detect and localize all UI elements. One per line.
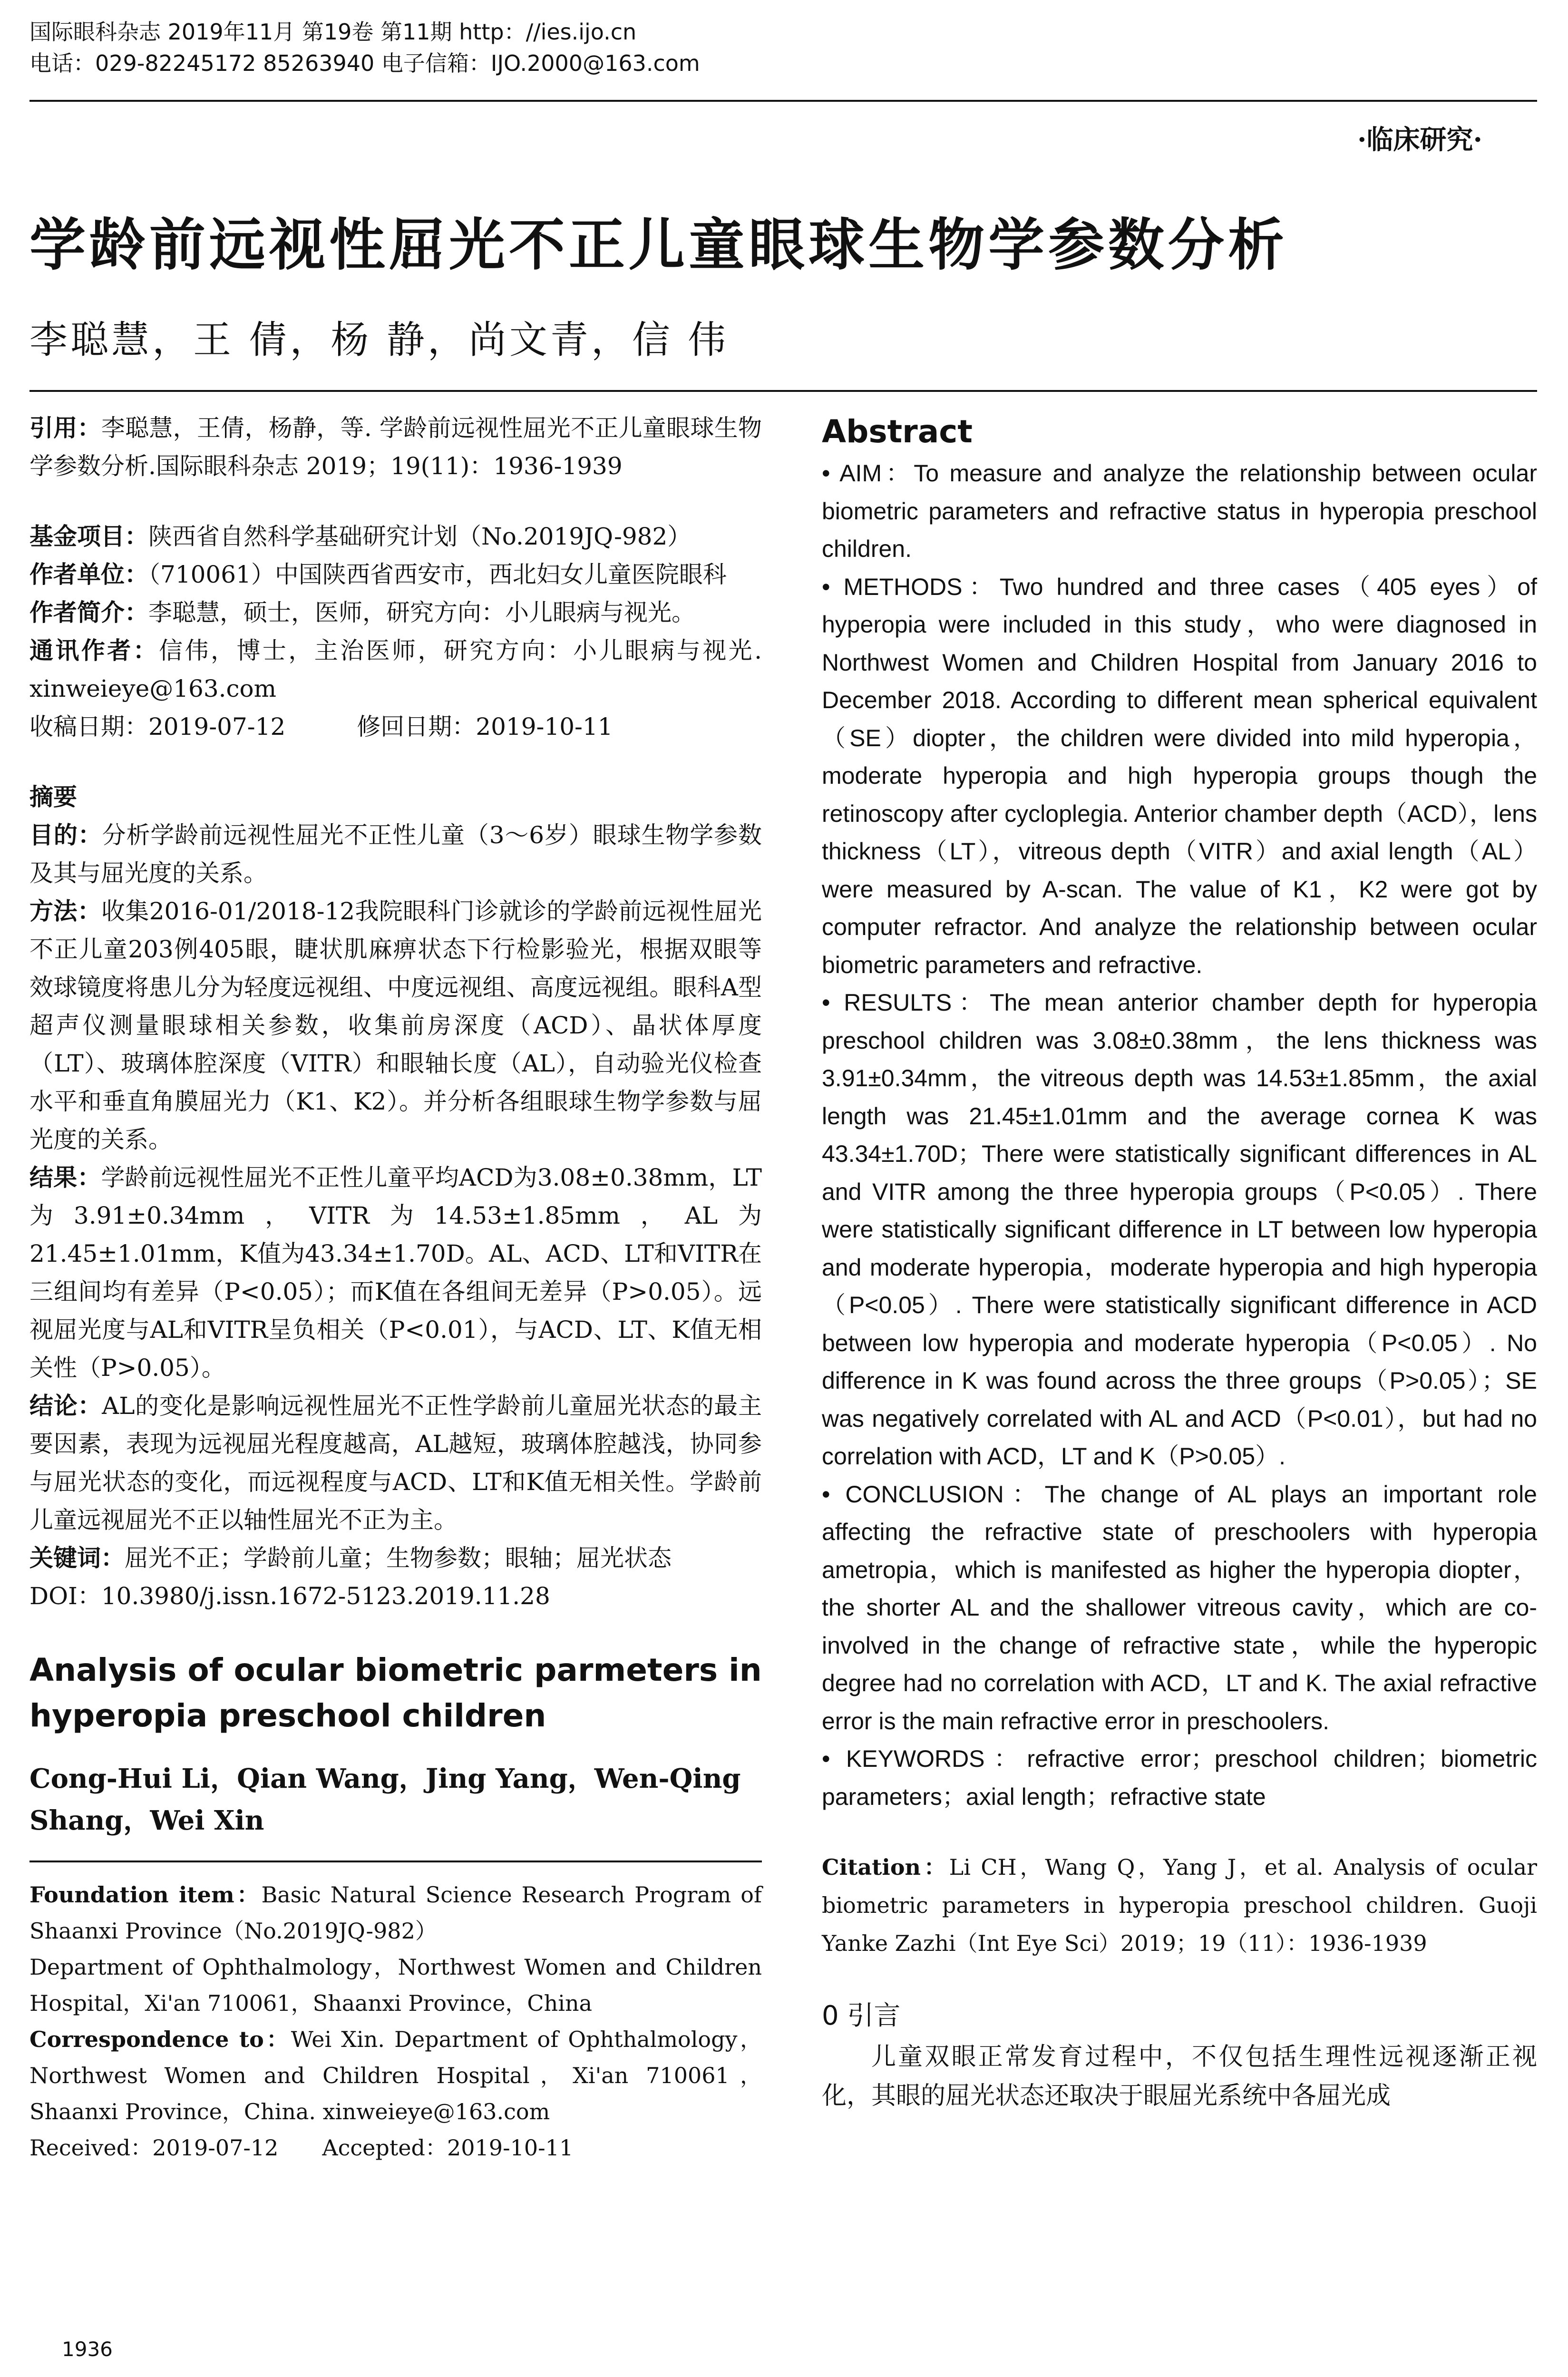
foundation-item: Foundation item：Basic Natural Science Research Program of Shaanxi Province（No.2019JQ-982） [29,1882,762,1944]
keywords-cn: 关键词：屈光不正；学龄前儿童；生物参数；眼轴；屈光状态 [29,1544,672,1572]
results-cn: 结果：学龄前远视性屈光不正性儿童平均ACD为3.08±0.38mm，LT为3.91±0.34mm，VITR为14.53±1.85mm，AL为21.45±1.01mm，K值为43.34±1.70D。AL、ACD、LT和VITR在三组间均有差异（P<0.05）；而K值在各组间无差异（P>0.05）。远视屈光度与AL和VITR呈负相关（P<0.01），与ACD、LT、K值无相关性（P>0.05）。 [29,1164,762,1382]
article-title: 学龄前远视性屈光不正儿童眼球生物学参数分析 [29,212,1288,278]
abstract-methods: • METHODS：Two hundred and three cases（405 eyes）of hyperopia were included in this study，who were diagnosed in Northwest Women and Children Hospital from January 2016 to December 2018. According to different mean spherical equivalent（SE）diopter，the children were divided into mild hyperopia，moderate hyperopia and high hyperopia groups though the retinoscopy after cycloplegia. Anterior chamber depth（ACD），lens thickness（LT），vitreous depth（VITR）and axial length（AL）were measured by A-scan. The value of K1，K2 were got by computer refractor. And analyze the relationship between ocular biometric parameters and refractive. [822,573,1537,978]
header-rule [29,100,1537,102]
citation-cn: 引用：李聪慧，王倩，杨静，等. 学龄前远视性屈光不正儿童眼球生物学参数分析.国际眼科杂志 2019；19(11)：1936-1939 [29,414,762,480]
english-authors-rule [29,1861,762,1862]
journal-header-line-2: 电话：029-82245172 85263940 电子信箱：IJO.2000@163.com [29,50,700,76]
introduction-text: 儿童双眼正常发育过程中，不仅包括生理性远视逐渐正视化，其眼的屈光状态还取决于眼屈光系统中各屈光成 [822,2043,1537,2110]
introduction-heading: 0 引言 [822,2000,901,2031]
doi-line: DOI：10.3980/j.issn.1672-5123.2019.11.28 [29,1582,550,1610]
bio-line: 作者简介：李聪慧，硕士，医师，研究方向：小儿眼病与视光。 [29,599,695,626]
abstract-aim: • AIM：To measure and analyze the relationship between ocular biometric parameters and refractive status in hyperopia preschool children. [822,460,1537,562]
abstract-results: • RESULTS：The mean anterior chamber depth for hyperopia preschool children was 3.08±0.38mm，the lens thickness was 3.91±0.34mm，the vitreous depth was 14.53±1.85mm，the axial length was 21.45±1.01mm and the average cornea K was 43.34±1.70D；There were statistically significant differences in AL and VITR among the three hyperopia groups（P<0.05）. There were statistically significant difference in LT between low hyperopia and moderate hyperopia，moderate hyperopia and high hyperopia（P<0.05）. There were statistically significant difference in ACD between low hyperopia and moderate hyperopia（P<0.05）. No difference in K was found across the three groups（P>0.05）；SE was negatively correlated with AL and ACD（P<0.01），but had no correlation with ACD，LT and K（P>0.05）. [822,989,1537,1470]
unit-line: 作者单位：（710061）中国陕西省西安市，西北妇女儿童医院眼科 [29,561,727,588]
fund-line: 基金项目：陕西省自然科学基础研究计划（No.2019JQ-982） [29,523,691,550]
left-column [29,409,762,2166]
english-title: Analysis of ocular biometric parmeters in hyperopia preschool children [29,1652,762,1734]
aim-cn: 目的：分析学龄前远视性屈光不正性儿童（3～6岁）眼球生物学参数及其与屈光度的关系。 [29,821,762,887]
right-column [822,409,1537,2115]
article-authors: 李聪慧，王 倩，杨 静，尚文青，信 伟 [29,318,729,362]
english-authors: Cong-Hui Li，Qian Wang，Jing Yang，Wen-Qing Shang，Wei Xin [29,1763,741,1836]
citation-en: Citation：Li CH，Wang Q，Yang J，et al. Analysis of ocular biometric parameters in hyperopia preschool children. Guoji Yanke Zazhi（Int Eye Sci）2019；19（11）：1936-1939 [822,1854,1537,1956]
abstract-cn-heading: 摘要 [29,783,77,811]
journal-header [29,16,1537,79]
dates-line: 收稿日期：2019-07-12 修回日期：2019-10-11 [29,713,613,740]
methods-cn: 方法：收集2016-01/2018-12我院眼科门诊就诊的学龄前远视性屈光不正儿童203例405眼，睫状肌麻痹状态下行检影验光，根据双眼等效球镜度将患儿分为轻度远视组、中度远视组、高度远视组。眼科A型超声仪测量眼球相关参数，收集前房深度（ACD）、晶状体厚度（LT）、玻璃体腔深度（VITR）和眼轴长度（AL），自动验光仪检查水平和垂直角膜屈光力（K1、K2）。并分析各组眼球生物学参数与屈光度的关系。 [29,897,762,1153]
section-label: ·临床研究· [1357,124,1482,156]
received-accepted: Received：2019-07-12 Accepted：2019-10-11 [29,2135,574,2161]
corr-line: 通讯作者：信伟，博士，主治医师，研究方向：小儿眼病与视光. xinweieye@163.com [29,637,762,702]
conclusion-cn: 结论：AL的变化是影响远视性屈光不正性学龄前儿童屈光状态的最主要因素，表现为远视屈光程度越高，AL越短，玻璃体腔越浅，协同参与屈光状态的变化，而远视程度与ACD、LT和K值无相关性。学龄前儿童远视屈光不正以轴性屈光不正为主。 [29,1392,762,1534]
abstract-conclusion: • CONCLUSION：The change of AL plays an important role affecting the refractive state of preschoolers with hyperopia ametropia，which is manifested as higher the hyperopia diopter，the shorter AL and the shallower vitreous cavity，which are co-involved in the change of refractive state，while the hyperopic degree had no correlation with ACD，LT and K. The axial refractive error is the main refractive error in preschoolers. [822,1481,1537,1734]
title-rule [29,390,1537,392]
correspondence: Correspondence to：Wei Xin. Department of Ophthalmology，Northwest Women and Children Hospital，Xi'an 710061，Shaanxi Province，China. xinweieye@163.com [29,2026,762,2124]
abstract-keywords: • KEYWORDS：refractive error；preschool children；biometric parameters；axial length；refractive state [822,1745,1537,1810]
journal-header-line-1: 国际眼科杂志 2019年11月 第19卷 第11期 http：//ies.ijo.cn [29,19,637,45]
department-line: Department of Ophthalmology，Northwest Women and Children Hospital，Xi'an 710061，Shaanxi Province，China [29,1954,762,2016]
page-number: 1936 [62,2338,113,2361]
abstract-heading: Abstract [822,413,973,450]
